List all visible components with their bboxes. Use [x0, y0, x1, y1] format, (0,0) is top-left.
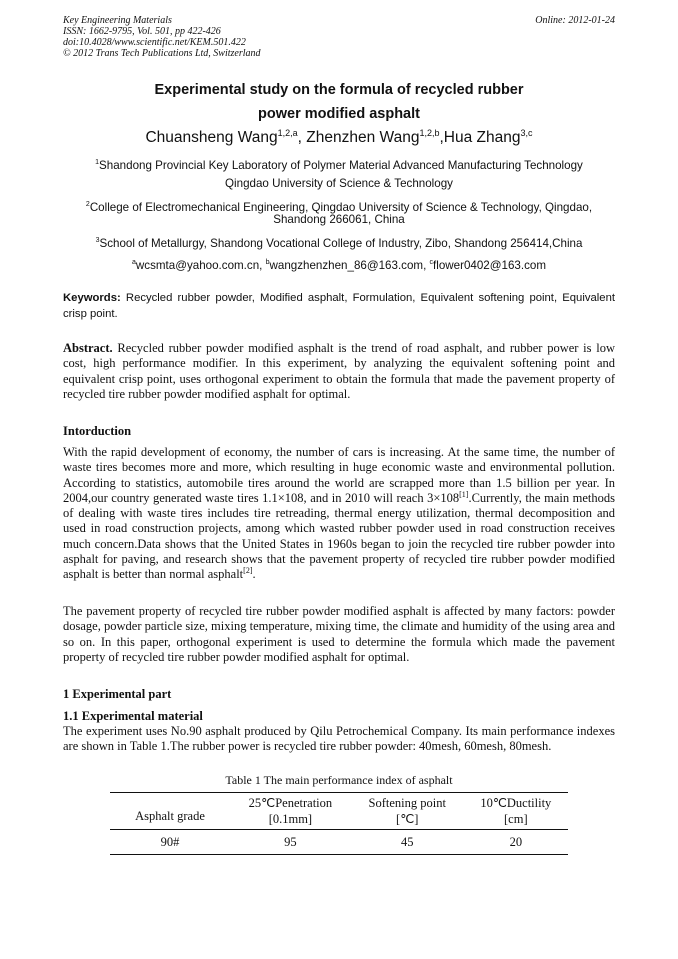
header-label: 10℃Ductility	[480, 796, 552, 810]
keywords-text: Recycled rubber powder, Modified asphalt, Formulation, Equivalent softening point, Equivalent crisp point.	[63, 292, 615, 320]
abstract-text: Recycled rubber powder modified asphalt is the trend of road asphalt, and rubber power is low cost, high performance modifier. In this experiment, by analyzing the equivalent softening point and equivalent crisp point, uses orthogonal experiment to obtain the formula that made the pavement property of recycled tire rubber powder modified asphalt for optimal.	[63, 341, 615, 401]
table-header-cell	[464, 793, 568, 830]
keywords-label: Keywords:	[63, 292, 121, 304]
author-name: Hua Zhang	[443, 129, 521, 147]
author-affiliation-mark: 3,c	[520, 128, 533, 138]
doi-line: doi:10.4028/www.scientific.net/KEM.501.422	[63, 37, 246, 48]
header-label: 25℃Penetration	[248, 796, 333, 810]
author-name: Chuansheng Wang	[145, 129, 278, 147]
email-mark: a	[132, 259, 136, 266]
citation-ref: [1]	[459, 489, 469, 499]
table-cell: 95	[284, 835, 297, 849]
online-date: Online: 2012-01-24	[535, 15, 615, 26]
material-paragraph: The experiment uses No.90 asphalt produced by Qilu Petrochemical Company. Its main performance indexes are shown in Table 1.The rubber power is recycled tire rubber powder: 40mesh, 60mesh, 80mesh.	[63, 724, 615, 754]
author-separator: ,	[439, 129, 444, 147]
table-header-cell	[351, 793, 464, 830]
author-affiliation-mark: 1,2,a	[277, 128, 298, 138]
email-address: wcsmta@yahoo.com.cn,	[135, 258, 266, 272]
introduction-heading: Intorduction	[63, 424, 132, 438]
table-header-row	[110, 793, 568, 830]
header-label: Asphalt grade	[135, 809, 205, 823]
table-row	[110, 830, 568, 855]
introduction-paragraph-2: The pavement property of recycled tire rubber powder modified asphalt is affected by many factors: powder dosage, powder particle size, mixing temperature, mixing time, the climate and humidity of the using area and so on. In this paper, orthogonal experiment is used to determine the formula which made the pavement property of recycled tire rubber powder modified asphalt for optimal.	[63, 604, 615, 664]
paragraph-text: .	[252, 567, 256, 582]
citation-ref: [2]	[243, 566, 253, 576]
copyright-line: © 2012 Trans Tech Publications Ltd, Switzerland	[63, 48, 261, 59]
email-address: wangzhenzhen_86@163.com,	[269, 258, 430, 272]
affiliation-1-institution: Qingdao University of Science & Technology	[225, 177, 453, 190]
keywords	[63, 290, 615, 322]
introduction-paragraph-1	[63, 445, 615, 583]
affiliation-text: Shandong Provincial Key Laboratory of Polymer Material Advanced Manufacturing Technology	[99, 158, 583, 172]
header-unit: [0.1mm]	[268, 812, 313, 826]
header-label: Softening point	[368, 796, 446, 810]
table-header-cell	[230, 793, 351, 830]
paper-title-line-2: power modified asphalt	[258, 106, 420, 122]
header-unit: [cm]	[504, 812, 528, 826]
author-list	[63, 128, 615, 147]
table-header-cell	[110, 793, 230, 830]
author-name: Zhenzhen Wang	[306, 129, 420, 147]
header-unit: [℃]	[396, 812, 419, 826]
email-mark: b	[265, 259, 270, 266]
author-affiliation-mark: 1,2,b	[419, 128, 440, 138]
email-list	[63, 255, 615, 274]
email-mark: c	[429, 259, 434, 266]
author-separator: ,	[297, 129, 307, 147]
affiliation-mark: 3	[95, 237, 100, 244]
affiliation-2-city: Shandong 266061, China	[273, 213, 405, 226]
affiliation-text: College of Electromechanical Engineering, Qingdao University of Science & Technology, Qingdao,	[89, 200, 593, 214]
section-heading: 1 Experimental part	[63, 687, 172, 701]
paper-title-line-1: Experimental study on the formula of recycled rubber	[154, 82, 524, 98]
affiliation-text: School of Metallurgy, Shandong Vocational College of Industry, Zibo, Shandong 256414,China	[99, 236, 583, 250]
affiliation-mark: 1	[95, 159, 100, 166]
abstract-label: Abstract.	[63, 341, 113, 355]
table-cell: 90#	[160, 835, 180, 849]
paragraph-text: With the rapid development of economy, the number of cars is increasing. At the same time, the number of waste tires becomes more and more, which resulting in huge economic waste and environmental pollution. According to statistics, automobile tires around the world are scrapped more than 1.5 billion per year. In 2004,our country generated waste tires 1.1×108, and in 2010 will reach 3×108	[63, 445, 615, 505]
affiliation-1	[63, 155, 615, 174]
paragraph-text: .Currently, the main methods of dealing with waste tires includes tire retreading, thermal energy utilization, thermal decomposition and used in road construction projects, among which wasted rubber powder used in road construction receives much concern.Data shows that the United States in 1960s began to join the recycled tire rubber powder into asphalt for paving, and research shows that the pavement property of recycled tire rubber powder modified asphalt is better than normal asphalt	[63, 490, 616, 582]
table-cell: 45	[400, 835, 414, 849]
journal-header	[63, 15, 615, 59]
table-cell: 20	[509, 835, 523, 849]
issn-line: ISSN: 1662-9795, Vol. 501, pp 422-426	[63, 26, 221, 37]
table-caption: Table 1 The main performance index of asphalt	[225, 773, 453, 787]
asphalt-performance-table	[110, 792, 568, 855]
email-address: flower0402@163.com	[433, 258, 546, 272]
affiliation-mark: 2	[85, 201, 90, 208]
journal-name: Key Engineering Materials	[63, 15, 172, 26]
subsection-heading: 1.1 Experimental material	[63, 709, 203, 723]
affiliation-3	[63, 233, 615, 252]
abstract	[63, 341, 615, 402]
